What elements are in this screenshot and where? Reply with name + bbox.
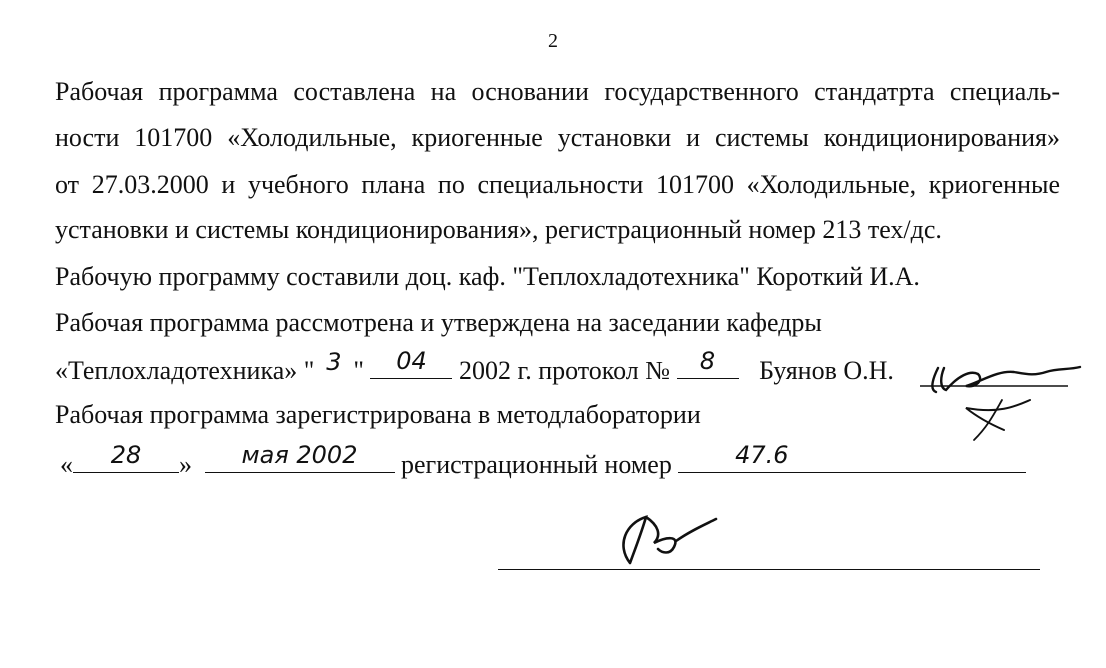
reg-close-quote: »: [179, 450, 192, 479]
intro-line-1: Рабочая программа составлена на основании государственного стандатрта специаль-: [55, 77, 1060, 106]
handwritten-reg-number: 47.6: [735, 441, 789, 469]
handwritten-protocol-number: 8: [699, 347, 716, 375]
year-protocol-label: 2002 г. протокол №: [458, 356, 671, 385]
reg-month-year-blank: [205, 441, 395, 473]
bottom-signature: [600, 505, 720, 570]
reg-number-blank: [678, 441, 1026, 473]
signature-underline: [498, 569, 1040, 570]
handwritten-day: 3: [326, 348, 342, 376]
month-blank: [370, 347, 452, 379]
day-close-quote: ": [353, 356, 364, 385]
intro-line-4: установки и системы кондиционирования», регистрационный номер 213 тех/дс.: [55, 215, 942, 244]
handwritten-month: 04: [396, 347, 427, 375]
protocol-blank: [677, 347, 739, 379]
registration-line-2: [60, 441, 1026, 480]
approval-line-1: Рабочая программа рассмотрена и утверждена на заседании кафедры: [55, 308, 822, 337]
reg-number-label: регистрационный номер: [401, 450, 672, 479]
department-prefix: «Теплохладотехника» ": [55, 356, 315, 385]
authors-line: Рабочую программу составили доц. каф. "Теплохладотехника" Короткий И.А.: [55, 262, 920, 291]
reg-day-blank: [73, 441, 179, 473]
intro-line-3: от 27.03.2000 и учебного плана по специальности 101700 «Холодильные, криогенные: [55, 170, 1060, 199]
head-signature: [918, 340, 1093, 445]
day-blank: [321, 348, 347, 379]
department-head: Буянов О.Н.: [759, 356, 894, 385]
handwritten-reg-month-year: мая 2002: [241, 441, 358, 469]
page-number: 2: [548, 30, 558, 52]
reg-open-quote: «: [60, 450, 73, 479]
registration-line-1: Рабочая программа зарегистрирована в методлаборатории: [55, 400, 701, 429]
approval-line-2: [55, 347, 894, 386]
handwritten-reg-day: 28: [110, 441, 142, 469]
intro-line-2: ности 101700 «Холодильные, криогенные установки и системы кондиционирования»: [55, 123, 1060, 152]
